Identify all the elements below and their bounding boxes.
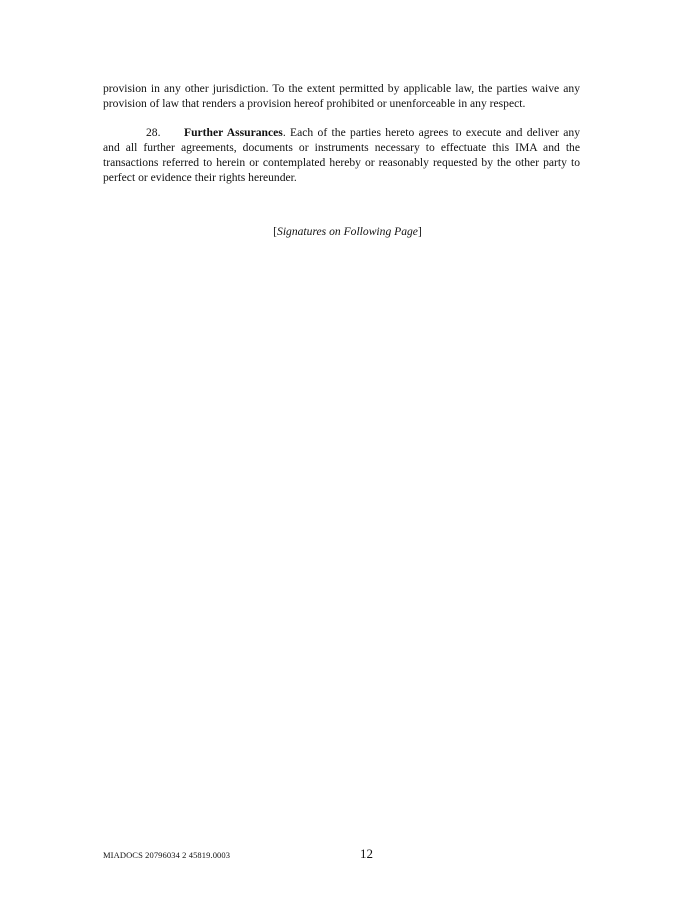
section-28-paragraph [103, 125, 580, 185]
footer-doc-id: MIADOCS 20796034 2 45819.0003 [103, 850, 231, 860]
signature-note-close-bracket: ] [417, 225, 422, 238]
section-28-heading: Further Assurances [184, 126, 283, 139]
section-28-text: . Each of the parties hereto agrees to execute and deliver any and all further agreements, documents or instruments necessary to effectuate this IMA and the transactions referred to herein or contemplated hereby or reasonably requested by the other party to perfect or evidence their rights hereunder. [103, 126, 580, 184]
continued-paragraph: provision in any other jurisdiction. To the extent permitted by applicable law, the parties waive any provision of law that renders a provision hereof prohibited or unenforceable in any respect. [103, 82, 580, 110]
signature-note-open-bracket: [ [273, 225, 278, 238]
section-28-number: 28. [146, 126, 161, 139]
signature-page-note [0, 224, 695, 239]
page-number: 12 [360, 846, 373, 861]
signature-note-text: Signatures on Following Page [277, 225, 418, 238]
